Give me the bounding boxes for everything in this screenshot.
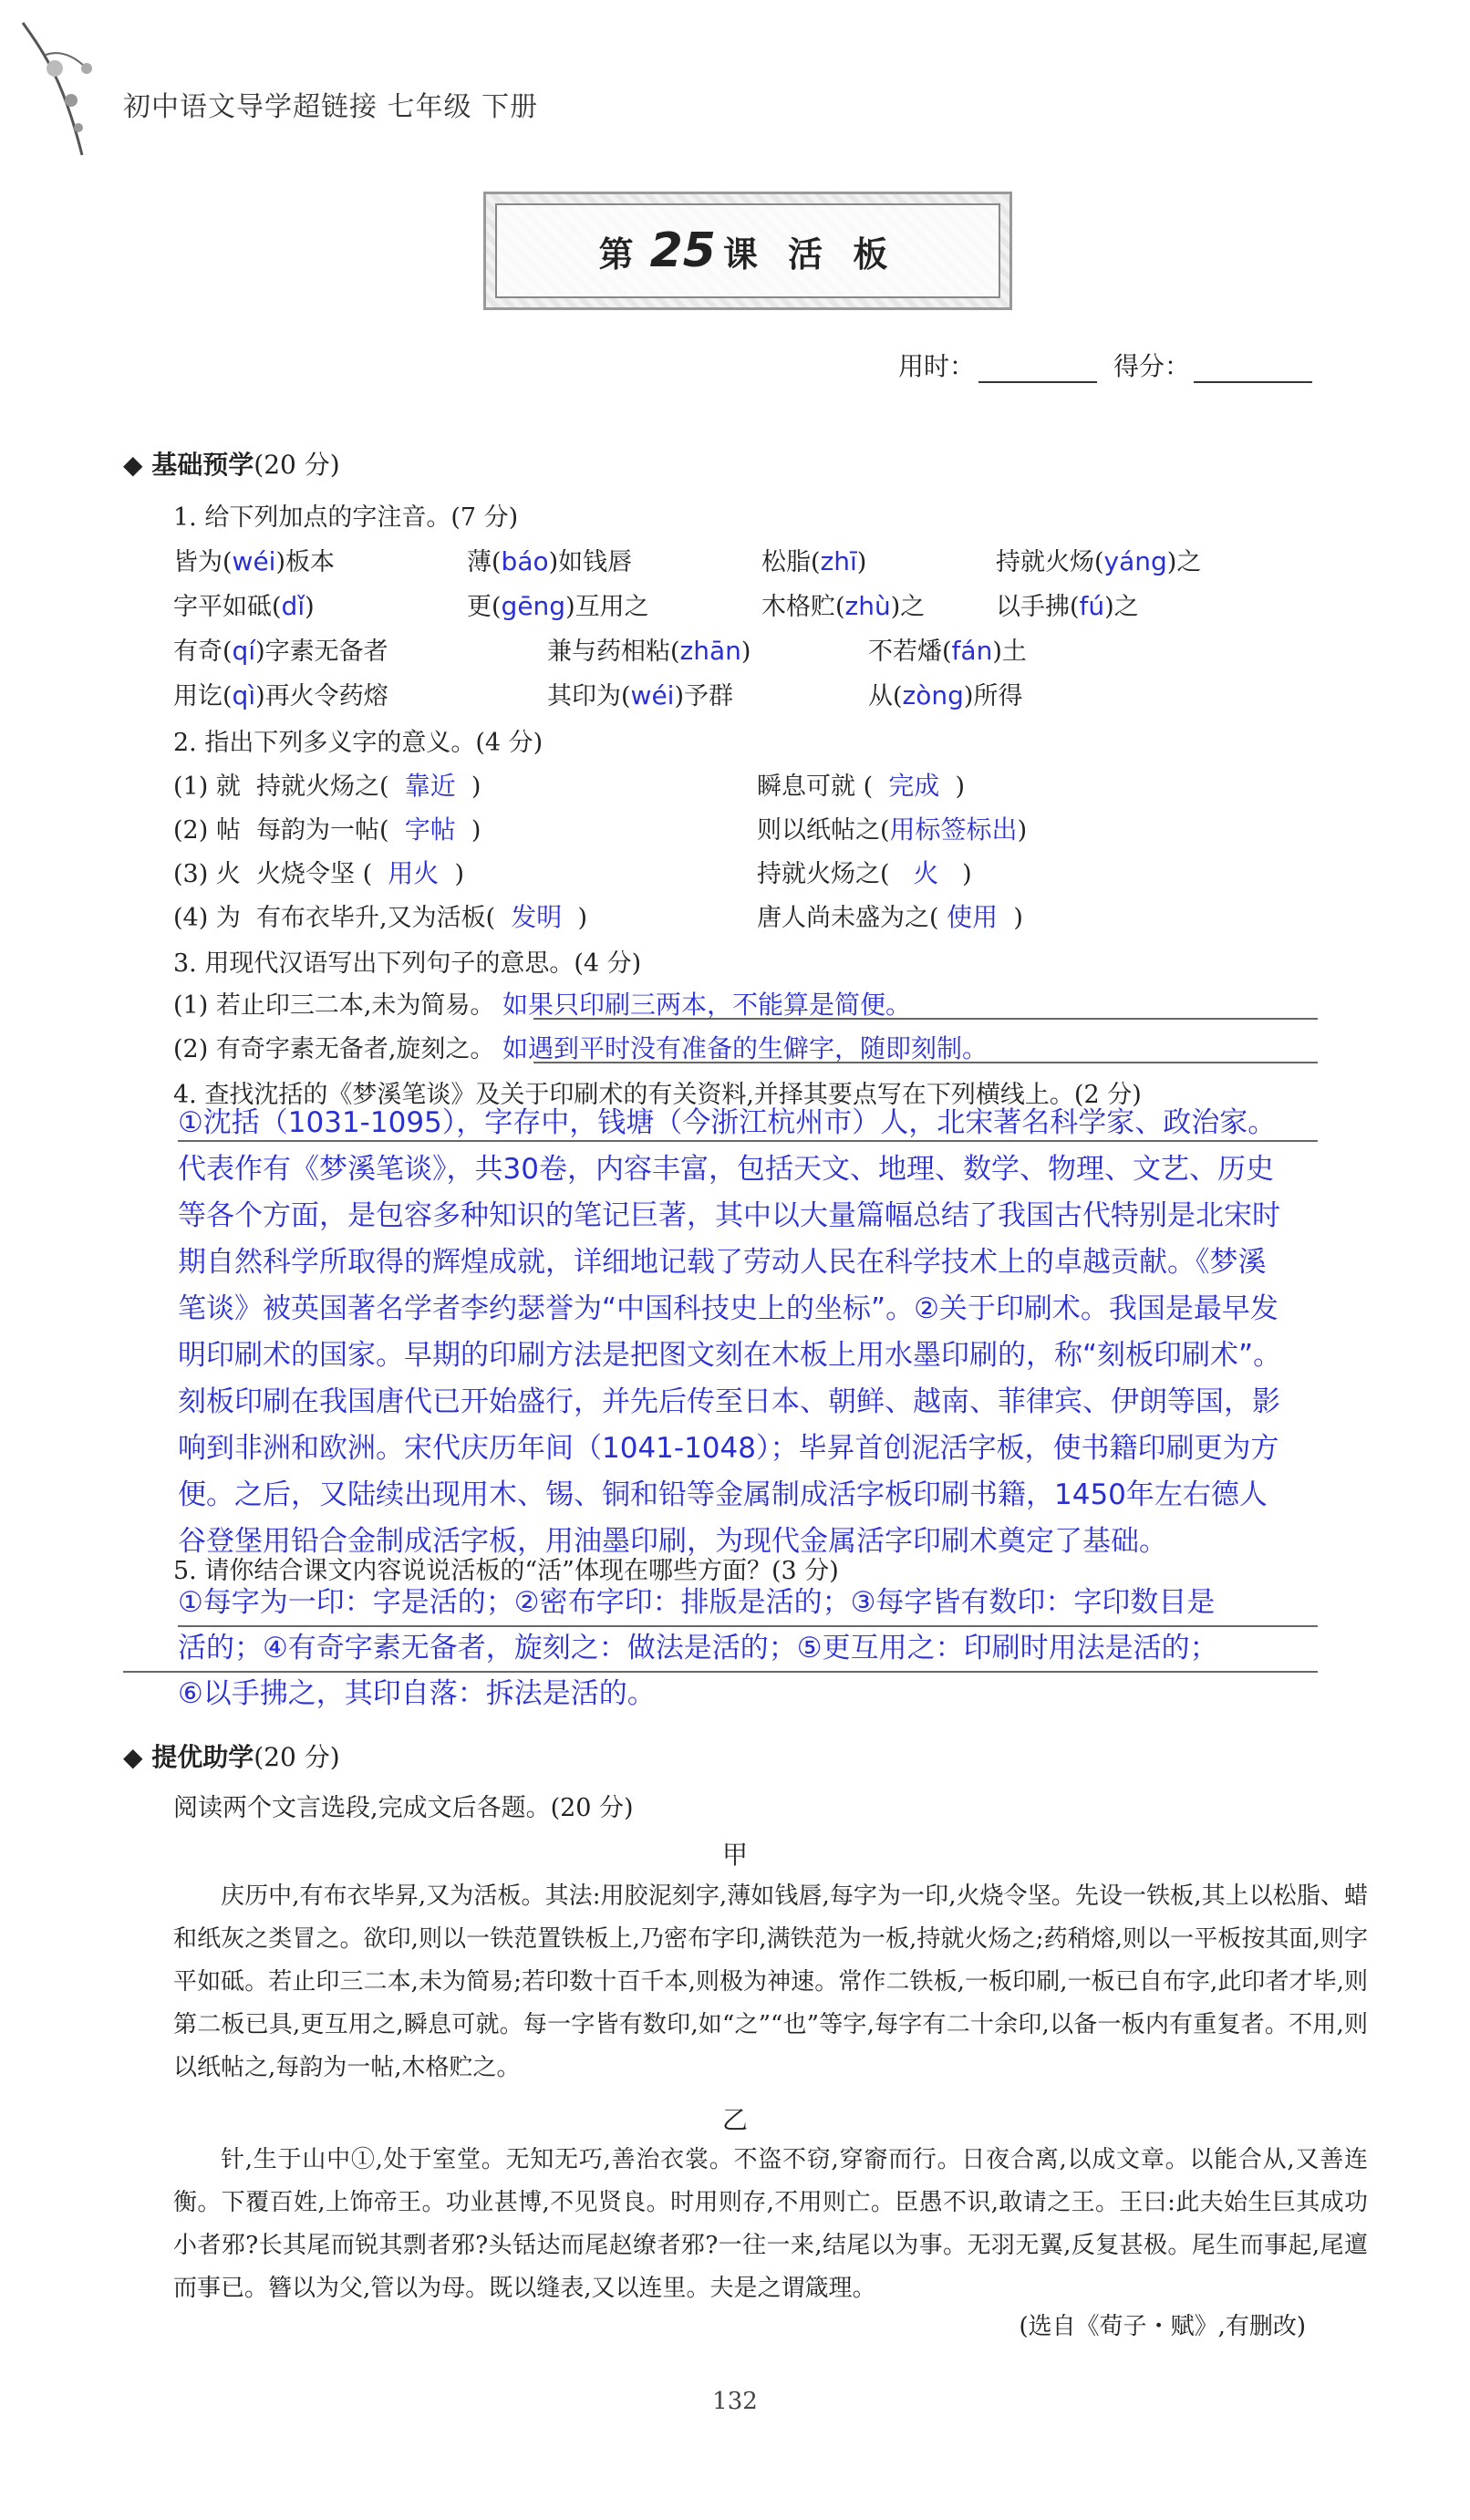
q2-row: (4) 为 有布衣毕升,又为活板( 发明 ) [173,902,588,932]
q2-row: 持就火炀之( 火 ) [757,858,972,888]
q2-answer[interactable]: 火 [913,858,939,888]
q2-row: 瞬息可就 ( 完成 ) [757,771,966,801]
plum-branch-icon [18,18,119,164]
q1-answer[interactable]: zhān [679,636,741,666]
q1-answer[interactable]: yáng [1103,546,1167,576]
lesson-number: 25 [649,223,716,278]
passage-jia: 庆历中,有布衣毕昇,又为活板。其法:用胶泥刻字,薄如钱唇,每字为一印,火烧令坚。先设一铁板,其上以松脂、蜡和纸灰之类冒之。欲印,则以一铁范置铁板上,乃密布字印,满铁范为一板,持就火炀之;药稍熔,则以一平板按其面,则字平如砥。若止印三二本,未为简易;若印数十百千本,则极为神速。常作二铁板,一板印刷,一板已自布字,此印者才毕,则第二板已具,更互用之,瞬息可就。每一字皆有数印,如“之”“也”等字,每字有二十余印,以备一板内有重复者。不用,则以纸帖之,每韵为一帖,木格贮之。 [173,1882,1368,2081]
q2-row: 则以纸帖之(用标签标出) [757,814,1028,845]
q5-answer[interactable] [178,1580,1391,1716]
q2-answer[interactable]: 用火 [388,858,440,888]
q2-answer[interactable]: 字帖 [404,814,456,845]
q4-line: 等各个方面，是包容多种知识的笔记巨著，其中以大量篇幅总结了我国古代特别是北宋时 [178,1199,1280,1232]
q1-answer[interactable]: zòng [902,680,964,710]
q4-line: 笔谈》被英国著名学者李约瑟誉为“中国科技史上的坐标”。②关于印刷术。我国是最早发 [178,1292,1278,1325]
q1-answer[interactable]: dǐ [281,591,305,621]
section-advanced [123,1737,340,1774]
q5-line: ①每字为一印：字是活的；②密布字印：排版是活的；③每字皆有数印：字印数目是 [178,1586,1216,1619]
q1-item: 持就火炀(yáng)之 [996,546,1202,576]
section-basic-title: 基础预学 [151,450,254,480]
passage-jia-label: 甲 [721,1840,748,1870]
q2-row: (1) 就 持就火炀之( 靠近 ) [173,771,481,801]
q4-line: 响到非洲和欧洲。宋代庆历年间（1041-1048）；毕昇首创泥活字板，使书籍印刷更为方 [178,1432,1279,1465]
q2-row: (3) 火 火烧令坚 ( 用火 ) [173,858,465,888]
lesson-name: 课 活 板 [722,233,897,275]
q1-item: 更(gēng)互用之 [467,591,649,621]
q1-item: 不若燔(fán)土 [868,636,1027,666]
q1-item: 皆为(wéi)板本 [173,546,335,576]
q3-answer[interactable]: 如遇到平时没有准备的生僻字，随即刻制。 [502,1033,989,1063]
q1-item: 其印为(wéi)予群 [547,680,733,710]
q3-line [533,1062,1318,1063]
passage-yi: 针,生于山中①,处于室堂。无知无巧,善治衣裳。不盗不窃,穿窬而行。日夜合离,以成文章。以能合从,又善连衡。下覆百姓,上饰帝王。功业甚博,不见贤良。时用则存,不用则亡。臣愚不识,敢请之王。王曰:此夫始生巨其成功小者邪?长其尾而锐其剽者邪?头铦达而尾赵缭者邪?一往一来,结尾以为事。无羽无翼,反复甚极。尾生而事起,尾邅而事已。簪以为父,管以为母。既以缝表,又以连里。夫是之谓箴理。 [173,2146,1368,2302]
section-advanced-points: (20 分) [254,1742,340,1772]
q4-prompt: 4. 查找沈括的《梦溪笔谈》及关于印刷术的有关资料,并择其要点写在下列横线上。(2 分) [173,1081,1142,1109]
q5-line: 活的；④有奇字素无备者，旋刻之：做法是活的；⑤更互用之：印刷时用法是活的； [178,1632,1218,1664]
lesson-prefix: 第 [598,233,643,275]
q4-line: ①沈括（1031-1095），字存中，钱塘（今浙江杭州市）人，北宋著名科学家、政治家。 [178,1106,1277,1139]
q2-row: 唐人尚未盛为之( 使用 ) [757,902,1023,932]
lesson-title-box [483,192,1012,310]
book-title: 初中语文导学超链接 七年级 下册 [123,91,539,123]
q2-answer[interactable]: 完成 [888,771,940,801]
q5-line: ⑥以手拂之，其印自落：拆法是活的。 [178,1677,656,1710]
q1-item: 用讫(qì)再火令药熔 [173,680,388,710]
q4-line: 期自然科学所取得的辉煌成就，详细地记载了劳动人民在科学技术上的卓越贡献。《梦溪 [178,1246,1267,1279]
q1-item: 木格贮(zhù)之 [761,591,926,621]
score-label: 得分： [1113,351,1191,381]
passage-yi-label: 乙 [721,2105,748,2135]
q4-line: 谷登堡用铅合金制成活字板，用油墨印刷，为现代金属活字印刷术奠定了基础。 [178,1525,1167,1558]
q1-answer[interactable]: gēng [501,591,566,621]
q3-item: (2) 有奇字素无备者,旋刻之。 如遇到平时没有准备的生僻字，随即刻制。 [173,1033,989,1063]
q3-line [533,1018,1318,1020]
q1-answer[interactable]: báo [501,546,549,576]
q1-answer[interactable]: qì [232,680,256,710]
q3-prompt: 3. 用现代汉语写出下列句子的意思。(4 分) [173,949,642,978]
q1-answer[interactable]: wéi [630,680,675,710]
q3-answer[interactable]: 如果只印刷三两本，不能算是简便。 [502,990,912,1020]
q1-prompt: 1. 给下列加点的字注音。(7 分) [173,503,519,532]
q2-answer[interactable]: 发明 [511,902,563,932]
q5-prompt: 5. 请你结合课文内容说说活板的“活”体现在哪些方面？(3 分) [173,1557,839,1585]
page-number: 132 [712,2388,758,2415]
q1-answer[interactable]: fán [951,636,993,666]
time-score-bar [898,347,1329,383]
section-basic [123,445,340,482]
q2-answer[interactable]: 使用 [947,902,999,932]
q1-item: 字平如砥(dǐ) [173,591,315,621]
q1-answer[interactable]: wéi [232,546,276,576]
q1-item: 有奇(qí)字素无备者 [173,636,388,666]
q1-item: 松脂(zhī) [761,546,867,576]
q2-answer[interactable]: 用标签标出 [889,814,1018,845]
q2-answer[interactable]: 靠近 [404,771,456,801]
q1-item: 薄(báo)如钱唇 [467,546,633,576]
q1-answer[interactable]: qí [232,636,256,666]
section-basic-points: (20 分) [254,450,340,480]
q1-item: 从(zòng)所得 [868,680,1023,710]
diamond-icon: ◆ [123,1742,152,1772]
q4-answer[interactable] [178,1100,1391,1565]
q4-line: 便。之后，又陆续出现用木、锡、铜和铅等金属制成活字板印刷书籍，1450年左右德人 [178,1478,1268,1511]
q4-line: 代表作有《梦溪笔谈》，共30卷，内容丰富，包括天文、地理、数学、物理、文艺、历史 [178,1153,1274,1186]
reading-instruction: 阅读两个文言选段,完成文后各题。(20 分) [173,1794,634,1822]
time-label: 用时： [898,351,976,381]
score-blank[interactable] [1194,356,1312,383]
q2-row: (2) 帖 每韵为一帖( 字帖 ) [173,814,481,845]
q4-line: 刻板印刷在我国唐代已开始盛行，并先后传至日本、朝鲜、越南、菲律宾、伊朗等国，影 [178,1385,1280,1418]
q3-item: (1) 若止印三二本,未为简易。 如果只印刷三两本，不能算是简便。 [173,990,912,1020]
lesson-title [495,203,1000,298]
section-advanced-title: 提优助学 [151,1742,254,1772]
time-blank[interactable] [978,356,1097,383]
q1-item: 兼与药相粘(zhān) [547,636,751,666]
q2-prompt: 2. 指出下列多义字的意义。(4 分) [173,729,543,757]
q1-item: 以手拂(fú)之 [996,591,1139,621]
q1-answer[interactable]: fú [1079,591,1105,621]
passage-source: (选自《荀子・赋》,有删改) [1019,2313,1306,2340]
diamond-icon: ◆ [123,450,152,480]
q5-line-rule [178,1625,1318,1627]
q5-line-rule [123,1671,1318,1673]
q1-answer[interactable]: zhù [844,591,891,621]
q4-line-rule [178,1140,1318,1142]
q1-answer[interactable]: zhī [820,546,857,576]
q4-line: 明印刷术的国家。早期的印刷方法是把图文刻在木板上用水墨印刷的，称“刻板印刷术”。 [178,1339,1282,1372]
